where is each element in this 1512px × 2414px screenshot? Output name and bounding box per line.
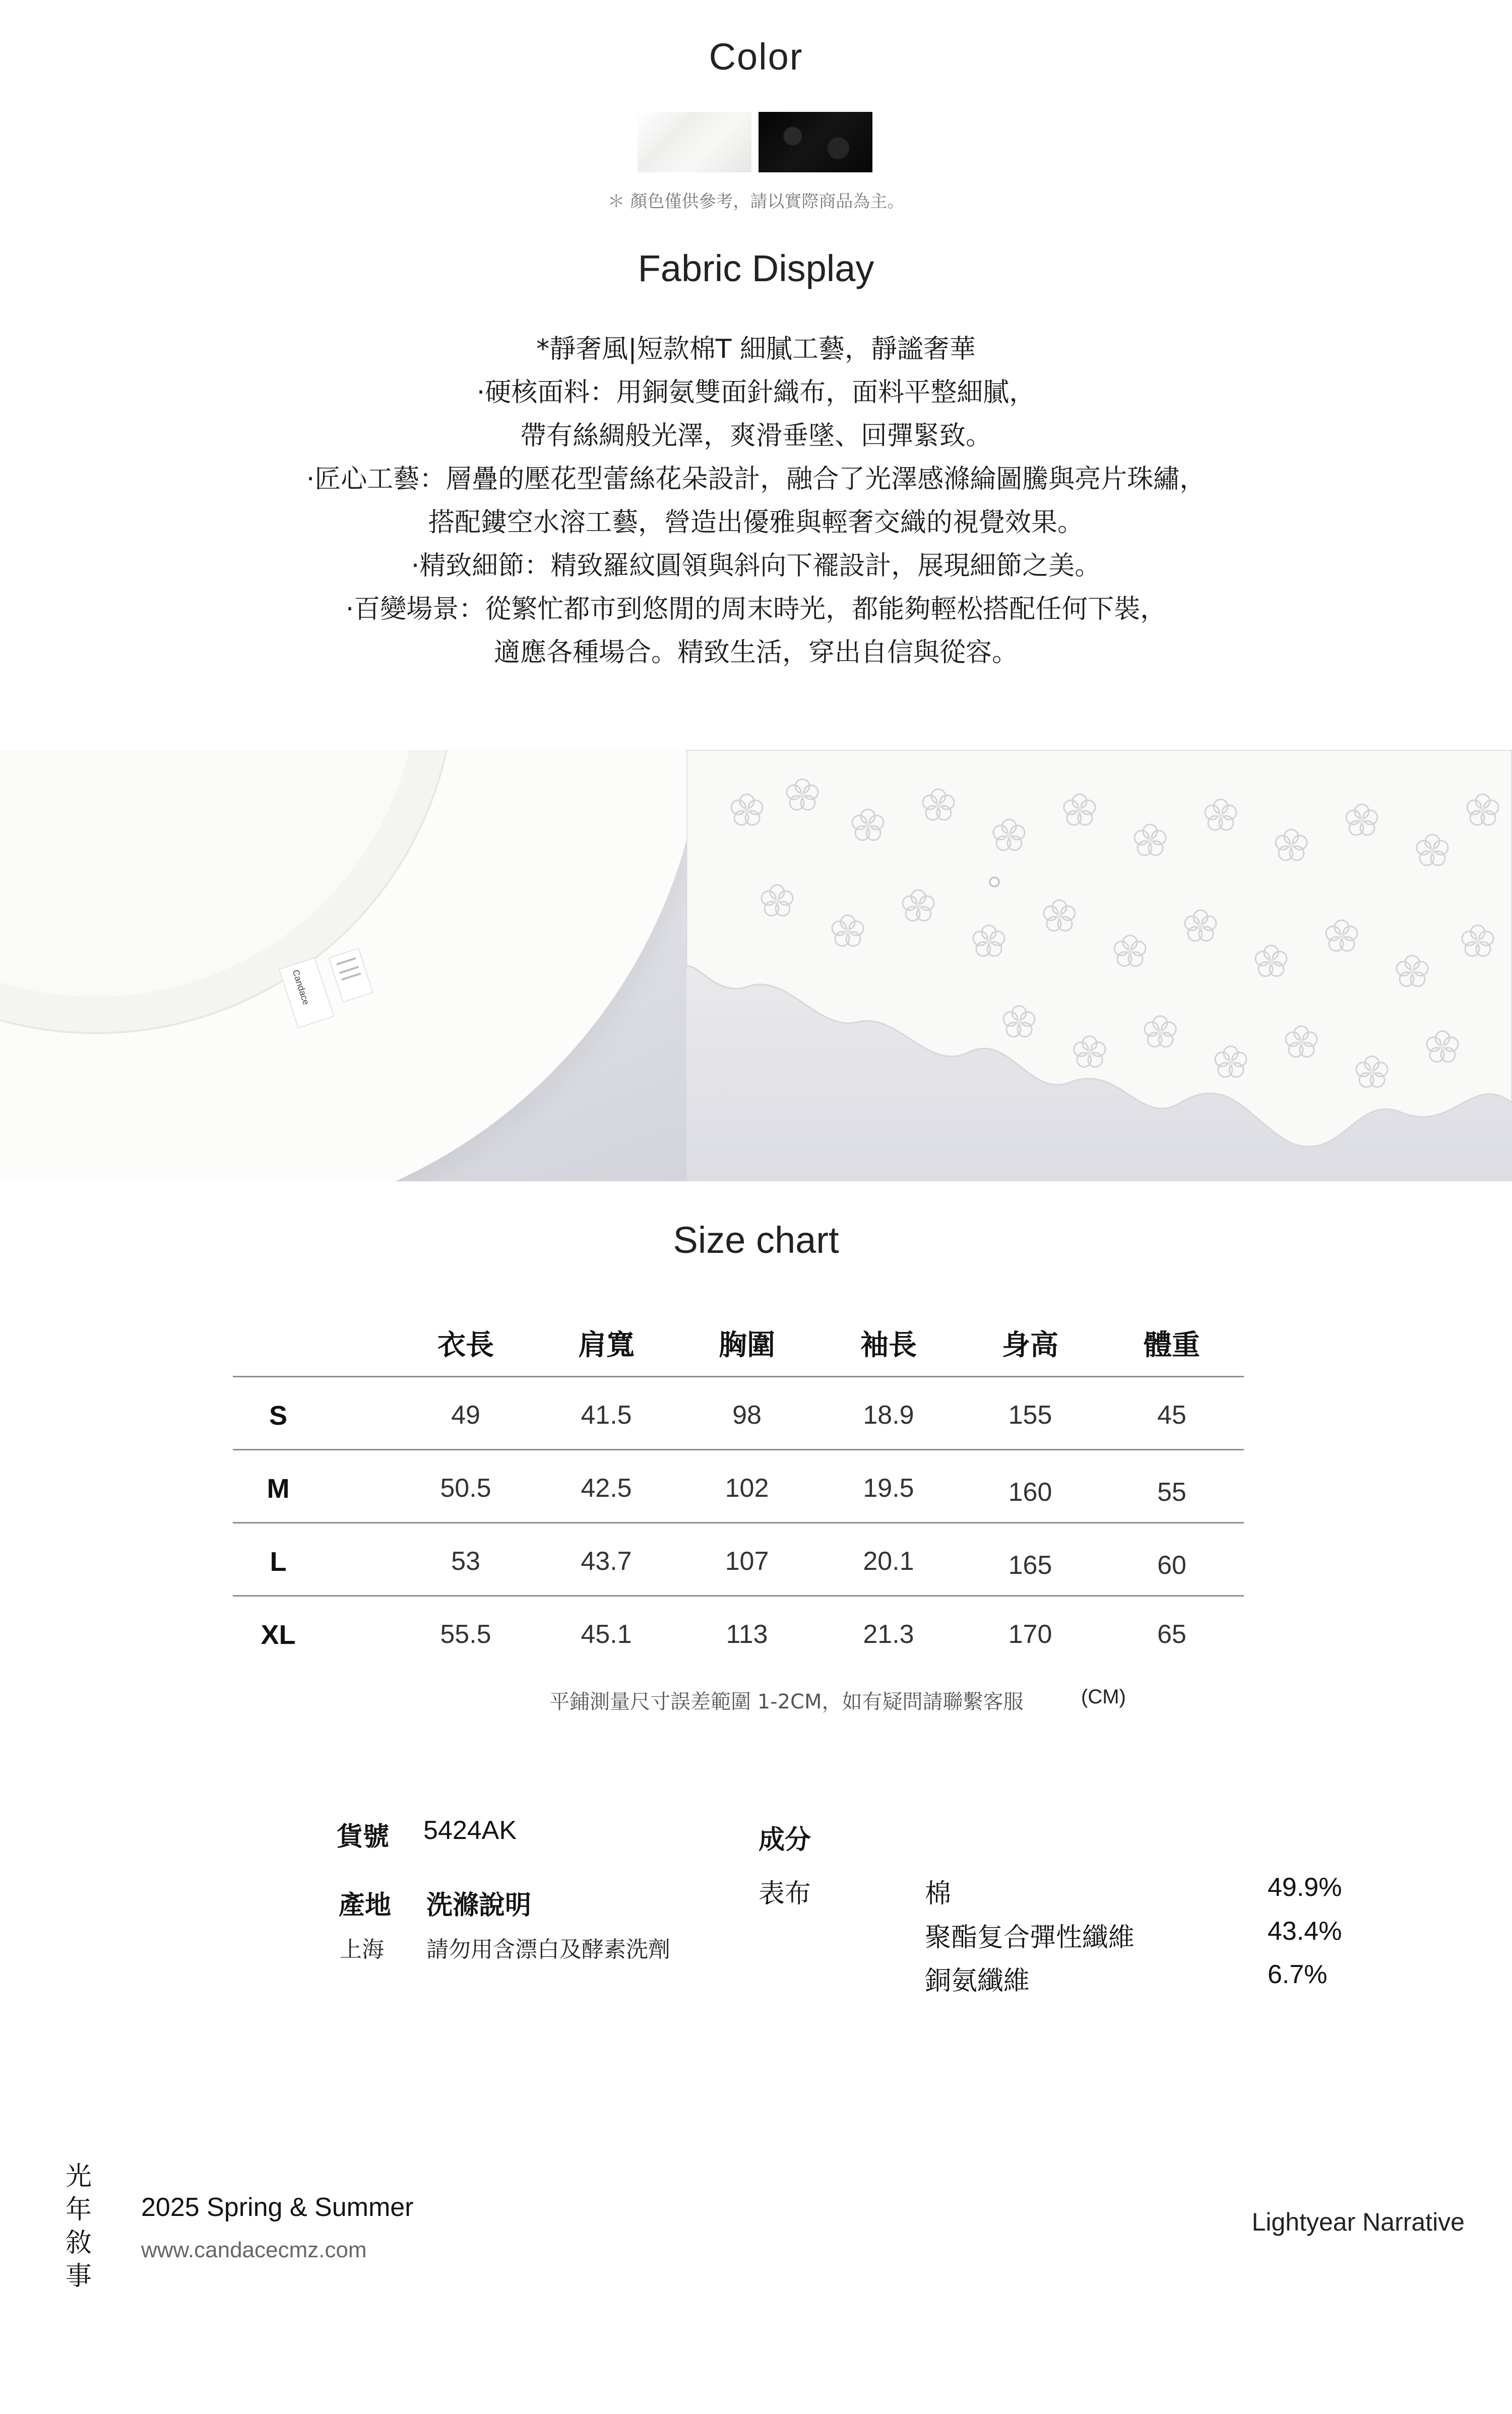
material-name: 聚酯复合彈性纖維 (925, 1923, 1135, 1953)
header-cell: 體重 (1144, 1329, 1200, 1362)
table-cell: 60 (1157, 1551, 1186, 1580)
fabric-section-title: Fabric Display (638, 247, 874, 289)
material-percent: 49.9% (1268, 1873, 1342, 1902)
table-cell: 170 (1008, 1620, 1052, 1649)
size-label: XL (261, 1620, 296, 1650)
header-cell: 胸圍 (719, 1329, 775, 1362)
table-cell: 18.9 (863, 1401, 914, 1430)
brand-tag-text: Candace (290, 968, 311, 1006)
color-swatch-black[interactable] (759, 112, 872, 172)
material-percent: 6.7% (1268, 1960, 1328, 1989)
table-cell: 53 (451, 1547, 480, 1576)
table-cell: 41.5 (581, 1401, 632, 1430)
size-table-header (233, 1310, 1244, 1376)
table-cell: 50.5 (440, 1474, 491, 1503)
table-cell: 55 (1157, 1478, 1186, 1507)
collar-detail-photo (0, 750, 686, 1181)
brand-char: 敘 (65, 2228, 92, 2258)
size-label: M (267, 1474, 290, 1504)
material-name: 銅氨纖維 (925, 1966, 1030, 1996)
table-cell: 165 (1008, 1551, 1052, 1580)
collection-name: Lightyear Narrative (1251, 2208, 1465, 2236)
brand-char: 事 (65, 2261, 92, 2292)
header-cell: 肩寬 (578, 1329, 635, 1362)
season-label: 2025 Spring & Summer (141, 2193, 414, 2222)
header-cell: 衣長 (437, 1329, 494, 1362)
table-cell: 49 (451, 1401, 480, 1430)
vertical-brand-name (64, 2160, 94, 2293)
size-unit: (CM) (1081, 1686, 1126, 1708)
origin-label: 產地 (339, 1890, 392, 1921)
header-cell: 袖長 (860, 1329, 917, 1362)
table-row (233, 1376, 1244, 1449)
table-cell: 45 (1157, 1401, 1186, 1430)
composition-label: 成分 (759, 1825, 811, 1855)
website-link[interactable]: www.candacecmz.com (141, 2238, 367, 2262)
brand-char: 光 (65, 2162, 92, 2192)
lace-detail-photo (686, 750, 1512, 1181)
table-cell: 65 (1157, 1620, 1186, 1649)
size-chart-title: Size chart (673, 1219, 839, 1261)
color-section-title: Color (709, 36, 803, 78)
sku-value: 5424AK (423, 1816, 517, 1845)
origin-value: 上海 (340, 1937, 384, 1962)
table-cell: 98 (732, 1401, 762, 1430)
table-cell: 113 (726, 1620, 768, 1649)
fabric-desc-line: ·精致細節：精致羅紋圓領與斜向下襬設計，展現細節之美。 (411, 551, 1101, 581)
table-cell: 160 (1008, 1478, 1052, 1507)
table-row (233, 1522, 1244, 1595)
table-cell: 45.1 (581, 1620, 632, 1649)
care-label: 洗滌說明 (426, 1890, 532, 1921)
table-cell: 107 (725, 1547, 769, 1576)
table-cell: 102 (725, 1474, 769, 1503)
table-row (233, 1449, 1244, 1522)
table-cell: 55.5 (440, 1620, 491, 1649)
size-measure-note: 平鋪測量尺寸誤差範圍 1-2CM，如有疑問請聯繫客服 (549, 1690, 1024, 1713)
care-value: 請勿用含漂白及酵素洗劑 (426, 1937, 670, 1962)
lace-pattern (686, 750, 1512, 1181)
sku-label: 貨號 (337, 1822, 390, 1852)
fabric-desc-line: 搭配鏤空水溶工藝，營造出優雅與輕奢交織的視覺效果。 (428, 507, 1084, 538)
size-label: L (270, 1547, 287, 1577)
table-row (233, 1595, 1244, 1668)
table-cell: 19.5 (863, 1474, 914, 1503)
outer-fabric-label: 表布 (759, 1879, 811, 1909)
fabric-desc-line: 適應各種場合。精致生活，穿出自信與從容。 (493, 638, 1018, 668)
table-cell: 155 (1008, 1401, 1052, 1430)
fabric-desc-line: *靜奢風|短款棉T 細膩工藝，靜謐奢華 (536, 334, 976, 364)
size-table (233, 1310, 1244, 1668)
header-cell: 身高 (1002, 1329, 1058, 1362)
table-cell: 20.1 (863, 1547, 914, 1576)
color-disclaimer: ＊ 顏色僅供參考，請以實際商品為主。 (607, 192, 905, 212)
color-swatch-white[interactable] (638, 112, 751, 172)
brand-char: 年 (65, 2195, 92, 2225)
fabric-desc-line: 帶有絲綢般光澤，爽滑垂墜、回彈緊致。 (520, 421, 992, 451)
fabric-desc-line: ·硬核面料：用銅氨雙面針織布，面料平整細膩， (476, 377, 1036, 408)
table-cell: 42.5 (581, 1474, 632, 1503)
table-cell: 43.7 (581, 1547, 632, 1576)
fabric-desc-line: ·匠心工藝：層疊的壓花型蕾絲花朵設計，融合了光澤感滌綸圖騰與亮片珠繡， (306, 464, 1206, 494)
table-cell: 21.3 (863, 1620, 914, 1649)
size-label: S (269, 1401, 288, 1431)
material-name: 棉 (925, 1879, 952, 1909)
fabric-description (0, 328, 1512, 674)
fabric-desc-line: ·百變場景：從繁忙都市到悠閒的周末時光，都能夠輕松搭配任何下裝， (345, 594, 1167, 624)
material-percent: 43.4% (1268, 1917, 1342, 1946)
